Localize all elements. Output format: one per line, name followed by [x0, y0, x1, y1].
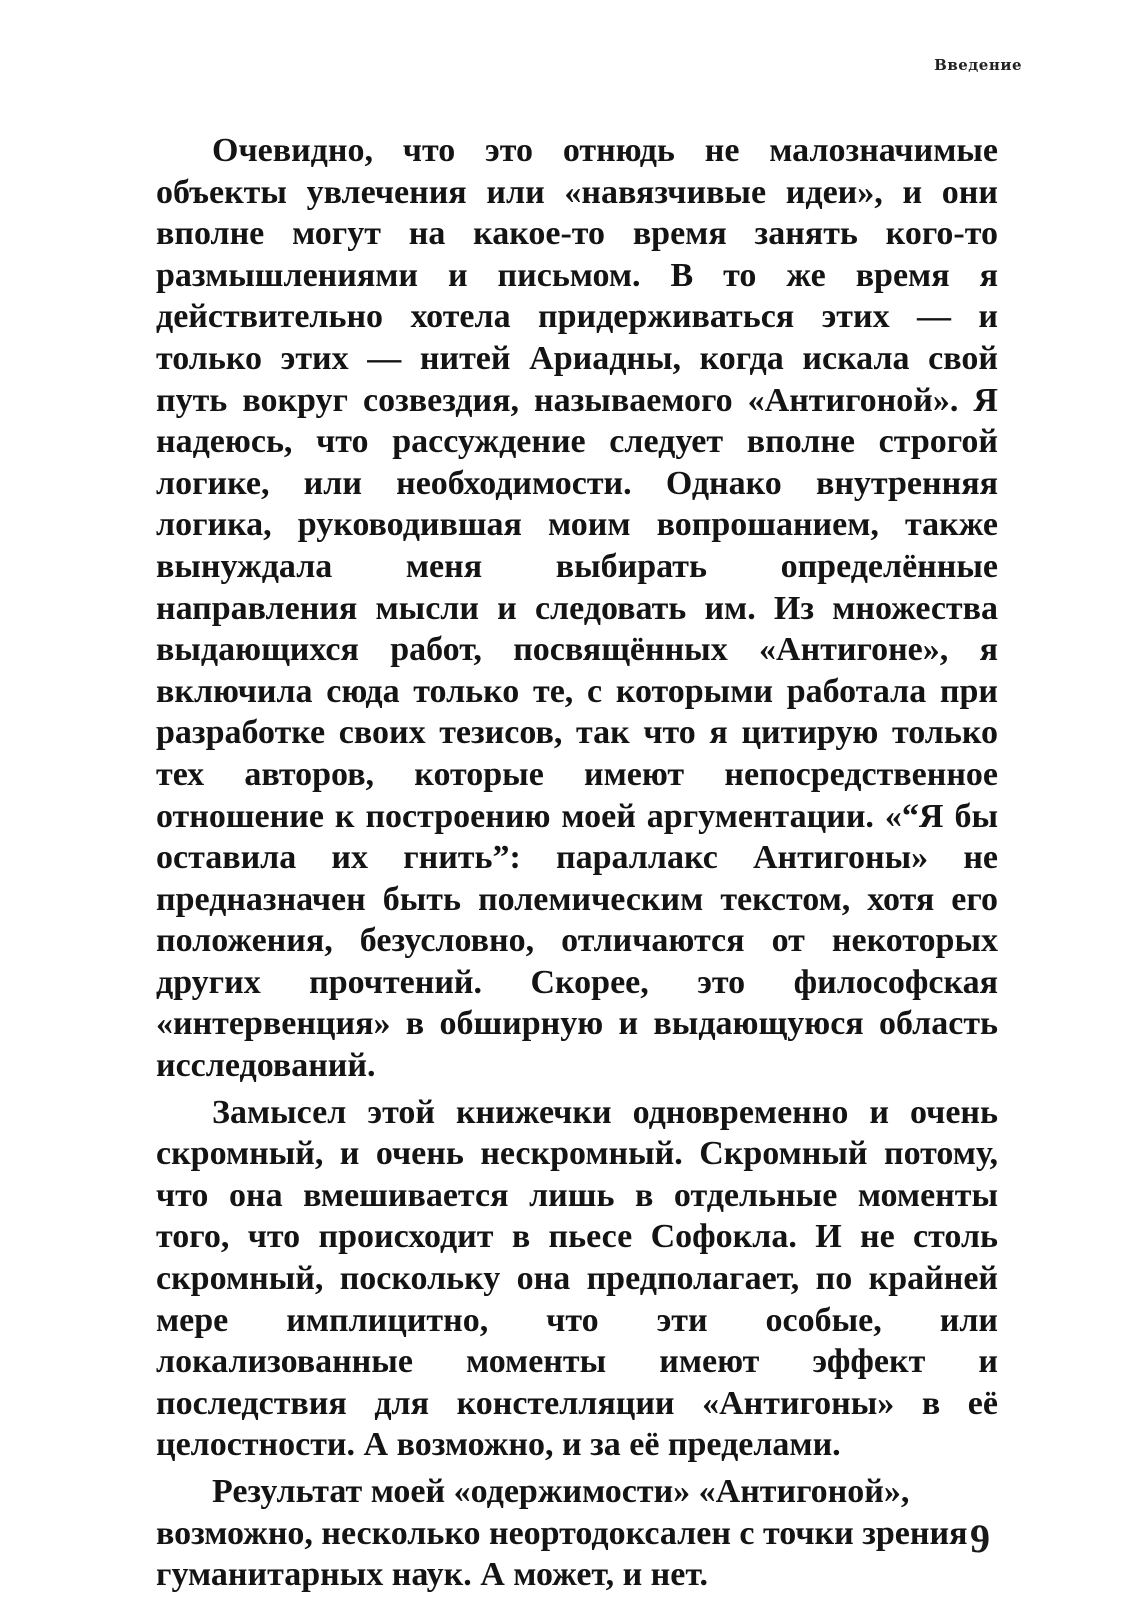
body-text [156, 130, 998, 1601]
running-head: Введение [934, 56, 1022, 74]
paragraph: Очевидно, что это отнюдь не малозначимые объекты увлечения или «навязчивые идеи», и они вполне могут на какое-то время занять кого-то размышлениями и письмом. В то же время я действительно хотела придерживаться этих — и только этих — нитей Ариадны, когда искала свой путь вокруг созвездия, называемого «Антигоной». Я надеюсь, что рассуждение следует вполне строгой логике, или необходимости. Однако внутренняя логика, руководившая моим вопрошанием, также вынуждала меня выбирать определённые направления мысли и следовать им. Из множества выдающихся работ, посвящённых «Антигоне», я включила сюда только те, с которыми работала при разработке своих тезисов, так что я цитирую только тех авторов, которые имеют непосредственное отношение к построению моей аргументации. «“Я бы оставила их гнить”: параллакс Антигоны» не предназначен быть полемическим текстом, хотя его положения, безусловно, отличаются от некоторых других прочтений. Скорее, это философская «интервенция» в обширную и выдающуюся область исследований. [156, 132, 998, 1085]
paragraph: Замысел этой книжечки одновременно и очень скромный, и очень нескромный. Скромный потому, что она вмешивается лишь в отдельные моменты того, что происходит в пьесе Софокла. И не столь скромный, поскольку она предполагает, по крайней мере имплицитно, что эти особые, или локализованные моменты имеют эффект и последствия для констелляции «Антигоны» в её целостности. А возможно, и за её пределами. [156, 1093, 998, 1464]
page-number: 9 [970, 1516, 990, 1561]
paragraph: Результат моей «одержимости» «Антигоной», возможно, несколько неортодоксален с точки зрения гуманитарных наук. А может, и нет. [156, 1473, 968, 1594]
